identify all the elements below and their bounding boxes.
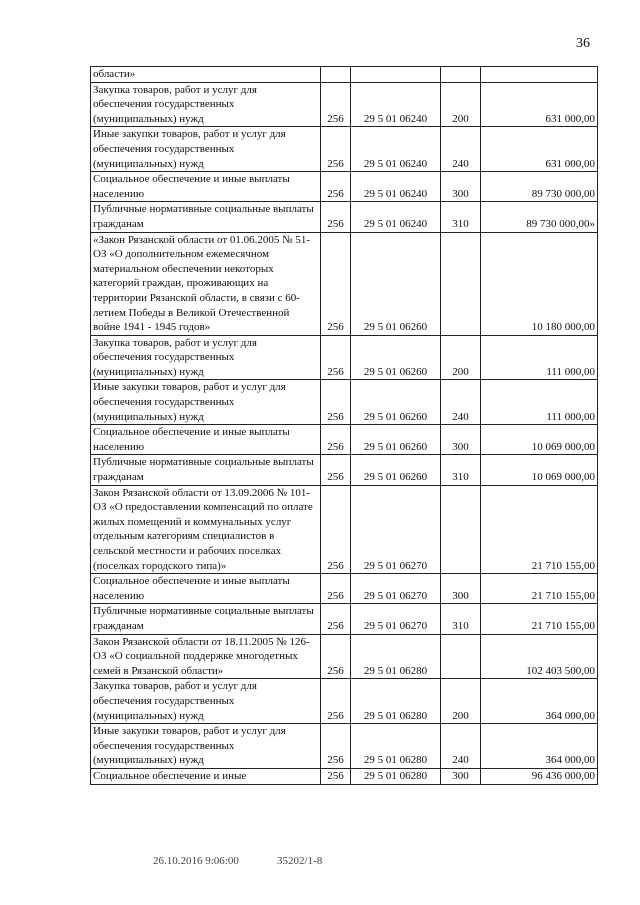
amount-cell: 364 000,00 — [481, 724, 598, 769]
admin-code-cell: 256 — [321, 679, 351, 724]
expense-type-cell — [441, 485, 481, 574]
amount-cell: 111 000,00 — [481, 380, 598, 425]
target-article-cell: 29 5 01 06280 — [351, 724, 441, 769]
admin-code-cell: 256 — [321, 82, 351, 127]
row-name-cell: Публичные нормативные социальные выплаты гражданам — [91, 604, 321, 634]
budget-table-body — [91, 67, 598, 785]
table-row — [91, 67, 598, 83]
row-name-cell: Публичные нормативные социальные выплаты гражданам — [91, 202, 321, 232]
amount-cell: 21 710 155,00 — [481, 485, 598, 574]
expense-type-cell: 240 — [441, 724, 481, 769]
expense-type-cell: 310 — [441, 202, 481, 232]
table-row — [91, 172, 598, 202]
admin-code-cell: 256 — [321, 574, 351, 604]
expense-type-cell: 200 — [441, 82, 481, 127]
expense-type-cell: 200 — [441, 679, 481, 724]
row-name-cell: Закупка товаров, работ и услуг для обеспечения государственных (муниципальных) нужд — [91, 82, 321, 127]
row-name-cell: Закупка товаров, работ и услуг для обеспечения государственных (муниципальных) нужд — [91, 679, 321, 724]
amount-cell: 96 436 000,00 — [481, 768, 598, 784]
row-name-cell: Закон Рязанской области от 18.11.2005 № 126-ОЗ «О социальной поддержке многодетных семей в Рязанской области» — [91, 634, 321, 679]
table-row — [91, 232, 598, 335]
expense-type-cell: 300 — [441, 574, 481, 604]
amount-cell: 89 730 000,00 — [481, 172, 598, 202]
admin-code-cell: 256 — [321, 485, 351, 574]
row-name-cell: Публичные нормативные социальные выплаты гражданам — [91, 455, 321, 485]
admin-code-cell: 256 — [321, 335, 351, 380]
admin-code-cell: 256 — [321, 380, 351, 425]
target-article-cell — [351, 67, 441, 83]
admin-code-cell: 256 — [321, 425, 351, 455]
row-name-cell: области» — [91, 67, 321, 83]
table-row — [91, 604, 598, 634]
table-row — [91, 380, 598, 425]
row-name-cell: Иные закупки товаров, работ и услуг для обеспечения государственных (муниципальных) нужд — [91, 127, 321, 172]
table-row — [91, 724, 598, 769]
amount-cell — [481, 67, 598, 83]
amount-cell: 111 000,00 — [481, 335, 598, 380]
target-article-cell: 29 5 01 06260 — [351, 335, 441, 380]
target-article-cell: 29 5 01 06280 — [351, 679, 441, 724]
target-article-cell: 29 5 01 06270 — [351, 485, 441, 574]
budget-table — [90, 66, 598, 785]
admin-code-cell: 256 — [321, 604, 351, 634]
target-article-cell: 29 5 01 06280 — [351, 634, 441, 679]
amount-cell: 10 069 000,00 — [481, 455, 598, 485]
expense-type-cell — [441, 232, 481, 335]
admin-code-cell: 256 — [321, 172, 351, 202]
target-article-cell: 29 5 01 06270 — [351, 604, 441, 634]
expense-type-cell: 300 — [441, 425, 481, 455]
table-row — [91, 574, 598, 604]
table-row — [91, 634, 598, 679]
row-name-cell: Иные закупки товаров, работ и услуг для обеспечения государственных (муниципальных) нужд — [91, 724, 321, 769]
expense-type-cell: 240 — [441, 380, 481, 425]
amount-cell: 89 730 000,00» — [481, 202, 598, 232]
target-article-cell: 29 5 01 06240 — [351, 127, 441, 172]
admin-code-cell — [321, 67, 351, 83]
table-row — [91, 335, 598, 380]
expense-type-cell: 310 — [441, 604, 481, 634]
row-name-cell: Социальное обеспечение и иные выплаты населению — [91, 172, 321, 202]
table-row — [91, 485, 598, 574]
table-row — [91, 768, 598, 784]
admin-code-cell: 256 — [321, 724, 351, 769]
target-article-cell: 29 5 01 06260 — [351, 425, 441, 455]
amount-cell: 364 000,00 — [481, 679, 598, 724]
expense-type-cell: 240 — [441, 127, 481, 172]
target-article-cell: 29 5 01 06260 — [351, 380, 441, 425]
amount-cell: 10 069 000,00 — [481, 425, 598, 455]
row-name-cell: Социальное обеспечение и иные — [91, 768, 321, 784]
target-article-cell: 29 5 01 06240 — [351, 82, 441, 127]
table-row — [91, 679, 598, 724]
row-name-cell: Социальное обеспечение и иные выплаты населению — [91, 574, 321, 604]
expense-type-cell: 300 — [441, 172, 481, 202]
admin-code-cell: 256 — [321, 232, 351, 335]
admin-code-cell: 256 — [321, 127, 351, 172]
expense-type-cell — [441, 634, 481, 679]
target-article-cell: 29 5 01 06260 — [351, 232, 441, 335]
target-article-cell: 29 5 01 06270 — [351, 574, 441, 604]
admin-code-cell: 256 — [321, 768, 351, 784]
table-row — [91, 127, 598, 172]
row-name-cell: Закупка товаров, работ и услуг для обеспечения государственных (муниципальных) нужд — [91, 335, 321, 380]
amount-cell: 21 710 155,00 — [481, 574, 598, 604]
expense-type-cell: 200 — [441, 335, 481, 380]
table-row — [91, 202, 598, 232]
admin-code-cell: 256 — [321, 455, 351, 485]
row-name-cell: Социальное обеспечение и иные выплаты населению — [91, 425, 321, 455]
expense-type-cell — [441, 67, 481, 83]
page-number: 36 — [576, 36, 590, 51]
amount-cell: 631 000,00 — [481, 82, 598, 127]
footer-date: 26.10.2016 9:06:00 — [153, 855, 239, 867]
row-name-cell: Закон Рязанской области от 13.09.2006 № 101-ОЗ «О предоставлении компенсаций по оплате жилых помещений и коммунальных услуг отдельным категориям специалистов в сельской местности и рабочих поселках (поселках городского типа)» — [91, 485, 321, 574]
expense-type-cell: 310 — [441, 455, 481, 485]
admin-code-cell: 256 — [321, 634, 351, 679]
amount-cell: 631 000,00 — [481, 127, 598, 172]
target-article-cell: 29 5 01 06240 — [351, 202, 441, 232]
amount-cell: 10 180 000,00 — [481, 232, 598, 335]
target-article-cell: 29 5 01 06240 — [351, 172, 441, 202]
expense-type-cell: 300 — [441, 768, 481, 784]
row-name-cell: «Закон Рязанской области от 01.06.2005 № 51-ОЗ «О дополнительном ежемесячном материальном обеспечении некоторых категорий граждан, проживающих на территории Рязанской области, в связи с 60-летием Победы в Великой Отечественной войне 1941 - 1945 годов» — [91, 232, 321, 335]
table-row — [91, 455, 598, 485]
footer-doc-id: 35202/1-8 — [277, 855, 323, 867]
amount-cell: 21 710 155,00 — [481, 604, 598, 634]
row-name-cell: Иные закупки товаров, работ и услуг для обеспечения государственных (муниципальных) нужд — [91, 380, 321, 425]
admin-code-cell: 256 — [321, 202, 351, 232]
amount-cell: 102 403 500,00 — [481, 634, 598, 679]
target-article-cell: 29 5 01 06280 — [351, 768, 441, 784]
target-article-cell: 29 5 01 06260 — [351, 455, 441, 485]
table-row — [91, 82, 598, 127]
table-row — [91, 425, 598, 455]
